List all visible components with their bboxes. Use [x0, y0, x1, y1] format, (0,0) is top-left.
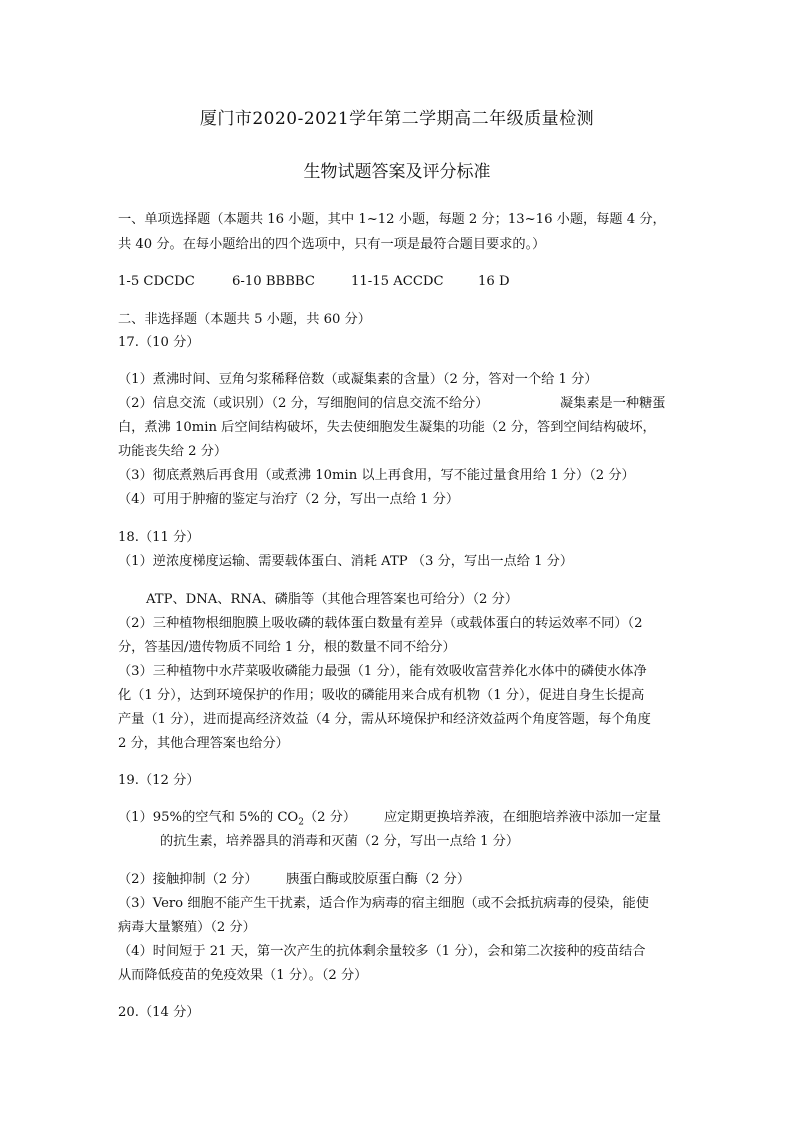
q18-line4: 分，答基因/遗传物质不同给 1 分，根的数量不同不给分）	[118, 640, 456, 655]
q17-line2a: （2）信息交流（或识别）（2 分，写细胞间的信息交流不给分）	[118, 396, 489, 411]
q17-line2b: 凝集素是一种糖蛋	[560, 396, 666, 411]
answer-group-11-15: 11-15 ACCDC	[351, 274, 444, 289]
q19-line2: 的抗生素，培养器具的消毒和灭菌（2 分，写出一点给 1 分）	[160, 834, 520, 849]
q19-line1b-text: （2 分）	[303, 810, 357, 825]
q19-line3b: 胰蛋白酶或胶原蛋白酶（2 分）	[286, 872, 471, 887]
q19-line7: 从而降低疫苗的免疫效果（1 分）。（2 分）	[118, 968, 368, 983]
q19-line1c: 应定期更换培养液，在细胞培养液中添加一定量	[384, 810, 661, 825]
q17-line3: 白，煮沸 10min 后空间结构破坏，失去使细胞发生凝集的功能（2 分，答到空间结构破坏，	[118, 420, 656, 435]
q20-label: 20.（14 分）	[118, 1005, 200, 1020]
q18-line6: 化（1 分），达到环境保护的作用；吸收的磷能用来合成有机物（1 分），促进自身生长提高	[118, 688, 645, 703]
q18-line7: 产量（1 分），进而提高经济效益（4 分，需从环境保护和经济效益两个角度答题，每个角度	[118, 712, 651, 727]
q18-line2: ATP、DNA、RNA、磷脂等（其他合理答案也可给分）（2 分）	[146, 592, 519, 607]
q19-label: 19.（12 分）	[118, 773, 200, 788]
page-title: 厦门市2020-2021学年第二学期高二年级质量检测	[199, 109, 595, 129]
q19-line5: 病毒大量繁殖）（2 分）	[118, 920, 256, 935]
q17-label: 17.（10 分）	[118, 335, 200, 350]
q19-line3a: （2）接触抑制（2 分）	[118, 872, 258, 887]
q18-line1: （1）逆浓度梯度运输、需要载体蛋白、消耗 ATP （3 分，写出一点给 1 分）	[118, 554, 574, 569]
q18-label: 18.（11 分）	[118, 530, 200, 545]
q19-line6: （4）时间短于 21 天，第一次产生的抗体剩余量较多（1 分），会和第二次接种的疫苗结合	[118, 944, 646, 959]
q18-line8: 2 分，其他合理答案也给分）	[118, 736, 289, 751]
q18-line5: （3）三种植物中水芹菜吸收磷能力最强（1 分），能有效吸收富营养化水体中的磷使水体净	[118, 664, 647, 679]
q17-line4: 功能丧失给 2 分）	[118, 444, 228, 459]
q19-line1a	[118, 808, 356, 833]
part2-heading: 二、非选择题（本题共 5 小题，共 60 分）	[118, 312, 371, 327]
q17-line6: （4）可用于肿瘤的鉴定与治疗（2 分，写出一点给 1 分）	[118, 492, 460, 507]
q17-line5: （3）彻底煮熟后再食用（或煮沸 10min 以上再食用，写不能过量食用给 1 分）（2 分）	[118, 468, 635, 483]
part1-heading-line2: 共 40 分。在每小题给出的四个选项中，只有一项是最符合题目要求的。）	[118, 237, 546, 252]
q19-line1a-text: （1）95%的空气和 5%的 CO	[118, 810, 299, 825]
answer-group-16: 16 D	[478, 274, 510, 289]
co2-subscript: 2	[298, 817, 304, 828]
q19-line4: （3）Vero 细胞不能产生干扰素，适合作为病毒的宿主细胞（或不会抵抗病毒的侵染，能使	[118, 896, 649, 911]
answer-group-1-5: 1-5 CDCDC	[118, 274, 195, 289]
q18-line3: （2）三种植物根细胞膜上吸收磷的载体蛋白数量有差异（或载体蛋白的转运效率不同）（2	[118, 616, 643, 631]
answer-group-6-10: 6-10 BBBBC	[232, 274, 315, 289]
part1-heading-line1: 一、单项选择题（本题共 16 小题，其中 1~12 小题，每题 2 分；13~16 小题，每题 4 分，	[118, 212, 666, 227]
page-subtitle: 生物试题答案及评分标准	[303, 162, 491, 182]
q17-line1: （1）煮沸时间、豆角匀浆稀释倍数（或凝集素的含量）（2 分，答对一个给 1 分）	[118, 372, 598, 387]
